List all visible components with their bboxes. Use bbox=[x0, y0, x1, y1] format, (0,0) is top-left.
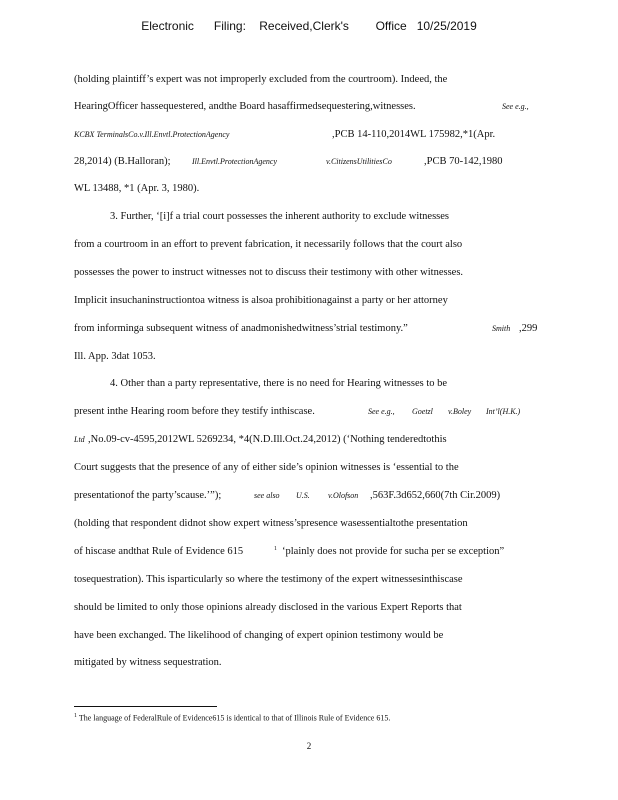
footnote bbox=[74, 713, 514, 723]
body-line: (holding plaintiff’s expert was not improperly excluded from the courtroom). Indeed, the bbox=[74, 74, 448, 85]
body-line: presentationof the party’scause.’”); see also U.S. v.Olofson ,563F.3d652,660(7th Cir.2009) bbox=[74, 490, 501, 501]
body-line: possesses the power to instruct witnesses not to discuss their testimony with other witnesses. bbox=[74, 267, 464, 278]
body-line: from informinga subsequent witness of anadmonishedwitness’strial testimony.” Smith ,299 bbox=[74, 323, 538, 334]
body-line: WL 13488, *1 (Apr. 3, 1980). bbox=[74, 183, 200, 194]
body-line: Ill. App. 3dat 1053. bbox=[74, 351, 156, 362]
footnote-divider bbox=[74, 706, 217, 707]
footnote-marker: 1 bbox=[74, 713, 77, 719]
body-line: Implicit insuchaninstructiontoa witness is alsoa prohibitionagainst a party or her attorney bbox=[74, 295, 448, 306]
body-line: of hiscase andthat Rule of Evidence 615 1 ‘plainly does not provide for sucha per se exception” bbox=[74, 545, 514, 559]
body-line: Ltd ,No.09-cv-4595,2012WL 5269234, *4(N.D.Ill.Oct.24,2012) (‘Nothing tenderedtothis bbox=[74, 434, 447, 445]
body-line: present inthe Hearing room before they testify inthiscase. See e.g., Goetzl v.Boley Int’l(H.K.) bbox=[74, 406, 521, 417]
body-line: HearingOfficer hassequestered, andthe Board hasaffirmedsequestering,witnesses. See e.g., bbox=[74, 101, 529, 112]
body-line: 28,2014) (B.Halloran); Ill.Envtl.ProtectionAgency v.CitizensUtilitiesCo ,PCB 70-142,1980 bbox=[74, 156, 503, 167]
body-line: mitigated by witness sequestration. bbox=[74, 657, 222, 668]
footnote-text: The language of FederalRule of Evidence615 is identical to that of Illinois Rule of Evidence 615. bbox=[78, 713, 391, 723]
body-line: should be limited to only those opinions already disclosed in the various Expert Reports that bbox=[74, 602, 462, 613]
footnote-reference: 1 bbox=[274, 546, 277, 552]
paragraph-3-line: 3. Further, ‘[i]f a trial court possesses the inherent authority to exclude witnesses bbox=[110, 211, 449, 222]
paragraph-4-line: 4. Other than a party representative, there is no need for Hearing witnesses to be bbox=[110, 378, 448, 389]
page-number: 2 bbox=[306, 741, 312, 751]
body-line: Court suggests that the presence of any of either side’s opinion witnesses is ‘essential to the bbox=[74, 462, 459, 473]
body-line: from a courtroom in an effort to prevent fabrication, it necessarily follows that the court also bbox=[74, 239, 463, 250]
filing-header: Electronic Filing: Received,Clerk's Office 10/25/2019 bbox=[141, 19, 477, 33]
body-line: have been exchanged. The likelihood of changing of expert opinion testimony would be bbox=[74, 630, 444, 641]
body-line: KCBX TerminalsCo.v.Ill.Envtl.ProtectionAgency ,PCB 14-110,2014WL 175982,*1(Apr. bbox=[74, 129, 496, 140]
body-line: tosequestration). This isparticularly so where the testimony of the expert witnessesinthiscase bbox=[74, 574, 463, 585]
body-line: (holding that respondent didnot show expert witness’spresence wasessentialtothe presentation bbox=[74, 518, 468, 529]
